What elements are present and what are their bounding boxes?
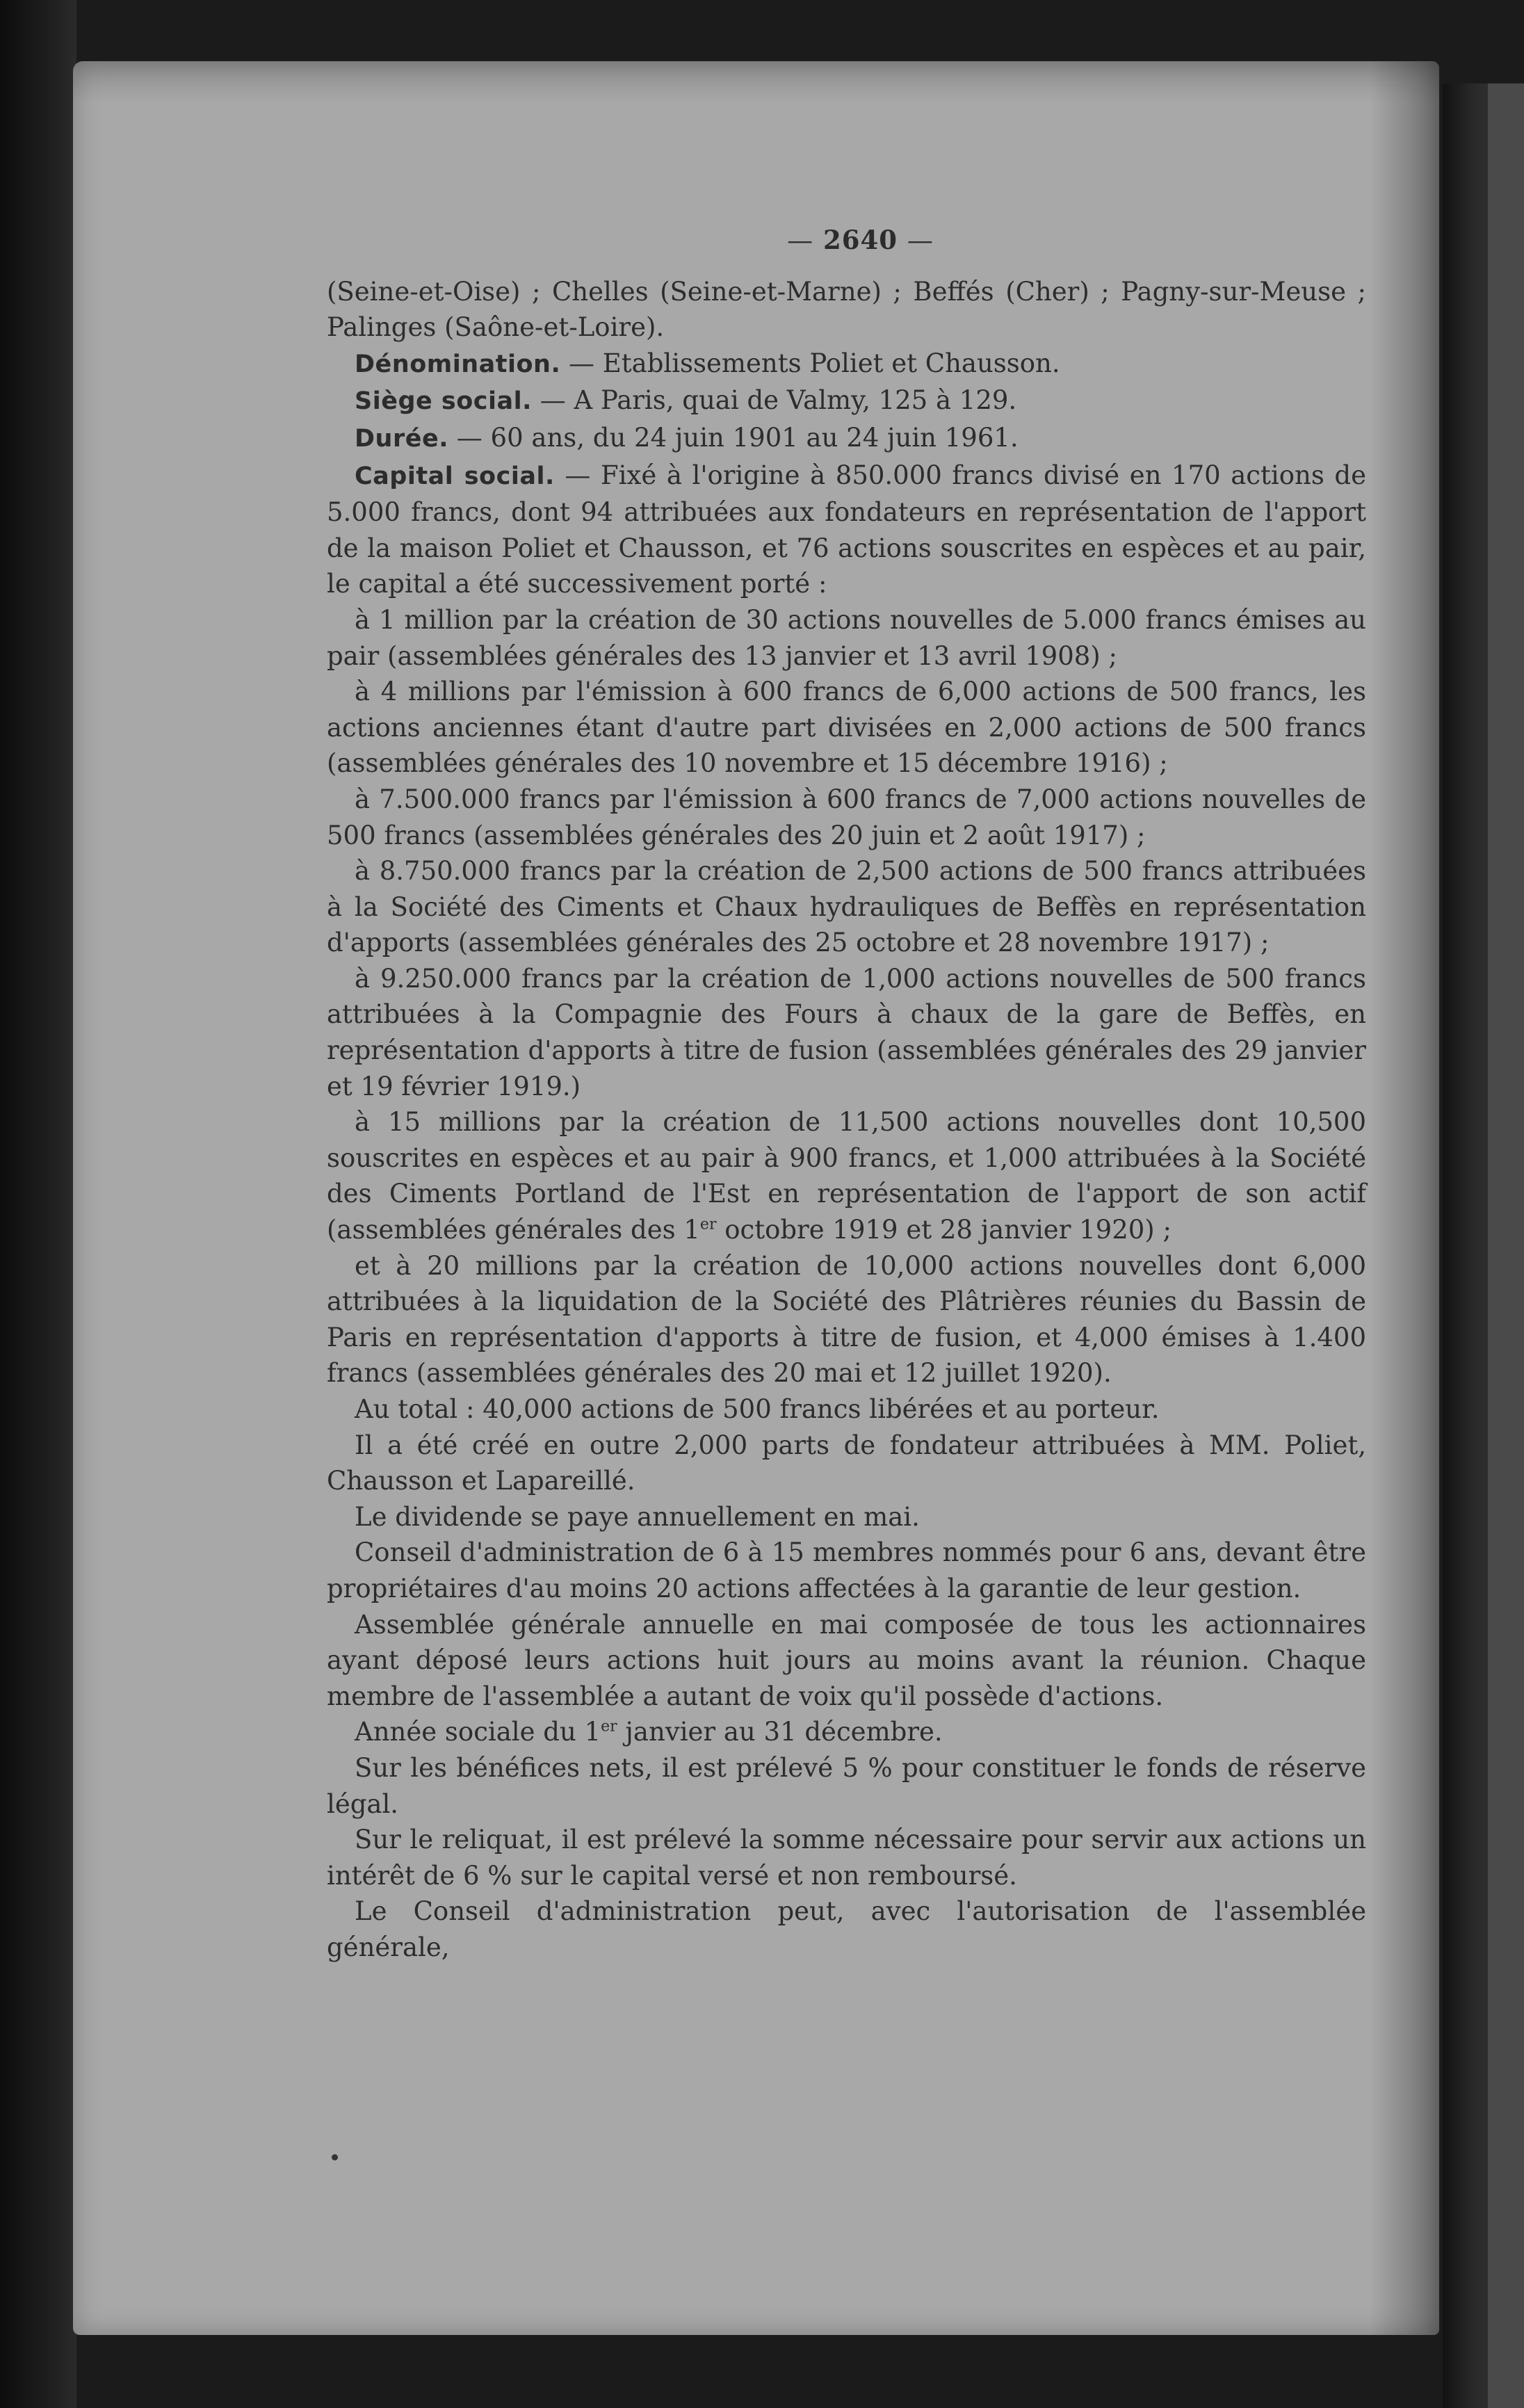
paragraph-text: Il a été créé en outre 2,000 parts de fondateur attribuées à MM. Poliet, Chausson et Lapareillé.: [327, 1430, 1366, 1496]
paragraph-text: (Seine-et-Oise) ; Chelles (Seine-et-Marne) ; Beffés (Cher) ; Pagny-sur-Meuse ; Palinges (Saône-et-Loire).: [327, 276, 1366, 343]
section-label: Durée.: [355, 424, 449, 453]
superscript: er: [699, 1215, 717, 1234]
paragraph-text: janvier au 31 décembre.: [617, 1717, 943, 1747]
page-shadow-top: [73, 61, 1439, 103]
paragraph-text: à 15 millions par la création de 11,500 actions nouvelles dont 10,500 souscrites en espèces et au pair à 900 francs, et 1,000 attribuées à la Société des Ciments Portland de l'Est en représentation de l'apport de son actif (assemblées générales des 1: [327, 1107, 1366, 1245]
ink-speck: [332, 2154, 338, 2160]
header-dash-left: —: [787, 225, 814, 255]
paragraph: [327, 602, 1366, 674]
paragraph: [327, 1104, 1366, 1247]
paragraph-text: — Etablissements Poliet et Chausson.: [560, 348, 1060, 378]
paragraph: [327, 674, 1366, 782]
paragraph: [327, 1822, 1366, 1893]
paragraph-text: à 1 million par la création de 30 actions nouvelles de 5.000 francs émises au pair (assemblées générales des 13 janvier et 13 avril 1908) ;: [327, 604, 1366, 671]
paragraph: [327, 961, 1366, 1104]
paragraph-text: à 7.500.000 francs par l'émission à 600 francs de 7,000 actions nouvelles de 500 francs (assemblées générales des 20 juin et 2 août 1917) ;: [327, 784, 1366, 850]
paragraph: [327, 1428, 1366, 1499]
paragraph-text: Assemblée générale annuelle en mai composée de tous les actionnaires ayant déposé leurs actions huit jours au moins avant la réunion. Chaque membre de l'assemblée a autant de voix qu'il possède d'actions.: [327, 1609, 1366, 1711]
page-number: 2640: [823, 225, 898, 255]
superscript: er: [601, 1718, 617, 1736]
adjacent-page-strip: [1488, 83, 1524, 2408]
paragraph-denomination: [327, 346, 1366, 383]
paragraph-siege-social: [327, 382, 1366, 420]
paragraph-text: à 9.250.000 francs par la création de 1,000 actions nouvelles de 500 francs attribuées à la Compagnie des Fours à chaux de la gare de Beffès, en représentation d'apports à titre de fusion (assemblées générales des 29 janvier et 19 février 1919.): [327, 963, 1366, 1101]
paragraph: [327, 1391, 1366, 1428]
paragraph: [327, 1248, 1366, 1391]
scan-background-left: [0, 0, 76, 2408]
paragraph-text: Au total : 40,000 actions de 500 francs libérées et au porteur.: [355, 1394, 1160, 1424]
paragraph-text: Sur le reliquat, il est prélevé la somme nécessaire pour servir aux actions un intérêt de 6 % sur le capital versé et non remboursé.: [327, 1825, 1366, 1891]
paragraph-capital-social: [327, 458, 1366, 602]
paragraph: [327, 782, 1366, 853]
paragraph: [327, 1535, 1366, 1606]
paragraph: [327, 853, 1366, 961]
paragraph-text: à 8.750.000 francs par la création de 2,500 actions de 500 francs attribuées à la Société des Ciments et Chaux hydrauliques de Beffès en représentation d'apports (assemblées générales des 25 octobre et 28 novembre 1917) ;: [327, 856, 1366, 958]
paragraph-text: Année sociale du 1: [355, 1717, 601, 1747]
page-header: [327, 223, 1366, 259]
paragraph-text: à 4 millions par l'émission à 600 francs de 6,000 actions de 500 francs, les actions anciennes étant d'autre part divisées en 2,000 actions de 500 francs (assemblées générales des 10 novembre et 15 décembre 1916) ;: [327, 677, 1366, 779]
header-dash-right: —: [907, 225, 934, 255]
paragraph: [327, 1750, 1366, 1822]
section-label: Capital social.: [355, 462, 555, 490]
paragraph-text: — 60 ans, du 24 juin 1901 au 24 juin 1961.: [448, 422, 1019, 453]
paragraph: [327, 1499, 1366, 1535]
paragraph: [327, 1714, 1366, 1750]
page-text: [327, 223, 1366, 1966]
paragraph: [327, 1607, 1366, 1715]
section-label: Dénomination.: [355, 350, 561, 378]
paragraph-text: Le Conseil d'administration peut, avec l'autorisation de l'assemblée générale,: [327, 1896, 1366, 1962]
paragraph-text: Sur les bénéfices nets, il est prélevé 5 % pour constituer le fonds de réserve légal.: [327, 1752, 1366, 1819]
paragraph-text: Le dividende se paye annuellement en mai.: [355, 1501, 920, 1532]
paragraph-duree: [327, 420, 1366, 458]
paragraph-text: et à 20 millions par la création de 10,000 actions nouvelles dont 6,000 attribuées à la liquidation de la Société des Plâtrières réunies du Bassin de Paris en représentation d'apports à titre de fusion, et 4,000 émises à 1.400 francs (assemblées générales des 20 mai et 12 juillet 1920).: [327, 1250, 1366, 1389]
section-label: Siège social.: [355, 387, 532, 416]
paragraph: [327, 1893, 1366, 1965]
paragraph: [327, 274, 1366, 346]
page-shadow-right: [1370, 61, 1439, 2335]
paragraph-text: — A Paris, quai de Valmy, 125 à 129.: [531, 385, 1017, 416]
paragraph-text: Conseil d'administration de 6 à 15 membres nommés pour 6 ans, devant être propriétaires d'au moins 20 actions affectées à la garantie de leur gestion.: [327, 1537, 1366, 1603]
paragraph-text: octobre 1919 et 28 janvier 1920) ;: [716, 1215, 1172, 1245]
paragraph-text: — Fixé à l'origine à 850.000 francs divisé en 170 actions de 5.000 francs, dont 94 attribuées aux fondateurs en représentation de l'apport de la maison Poliet et Chausson, et 76 actions souscrites en espèces et au pair, le capital a été successivement porté :: [327, 460, 1367, 599]
